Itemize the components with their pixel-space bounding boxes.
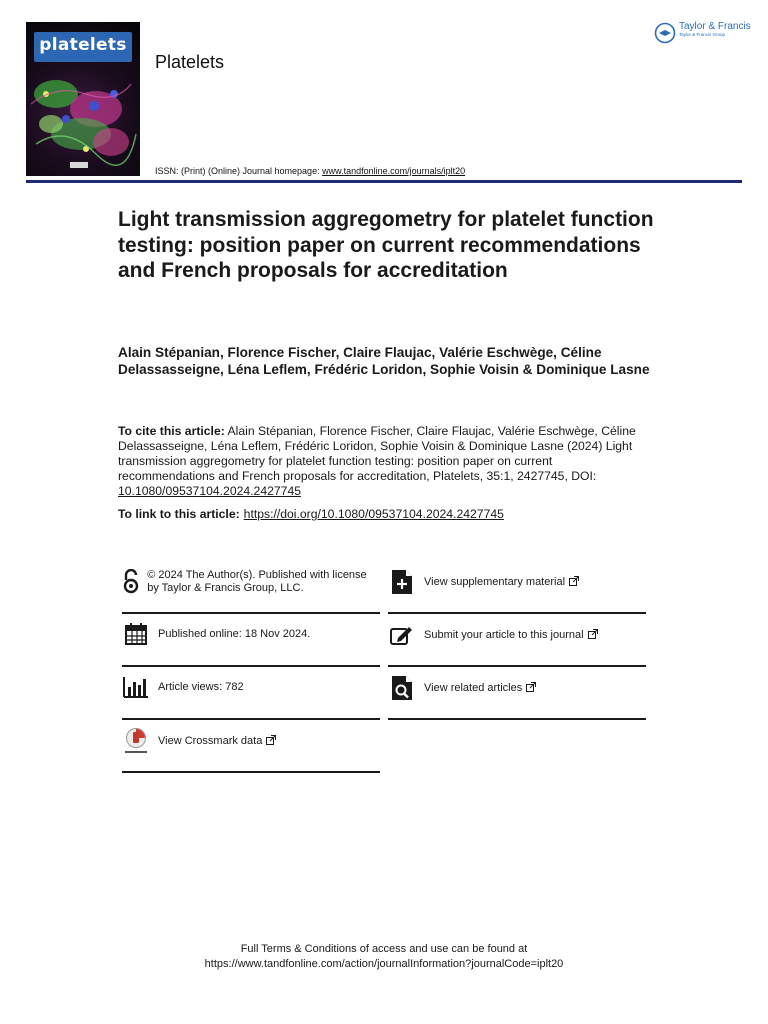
bar-chart-icon <box>122 673 150 701</box>
journal-homepage-link[interactable]: www.tandfonline.com/journals/iplt20 <box>322 166 466 176</box>
submit-text: Submit your article to this journal <box>424 628 584 641</box>
grid-divider <box>122 612 380 614</box>
terms-url[interactable]: https://www.tandfonline.com/action/journalInformation?journalCode=iplt20 <box>204 958 564 970</box>
external-link-icon <box>569 576 579 586</box>
journal-name[interactable]: Platelets <box>155 52 225 72</box>
article-link-line <box>118 507 504 522</box>
external-link-icon <box>266 735 276 745</box>
article-doi-link[interactable]: https://doi.org/10.1080/09537104.2024.2427745 <box>243 507 504 521</box>
supplementary-link[interactable] <box>388 568 646 596</box>
license-text: © 2024 The Author(s). Published with license by Taylor & Francis Group, LLC. <box>147 569 367 594</box>
terms-footer <box>0 942 768 972</box>
issn-text: ISSN: (Print) (Online) Journal homepage: <box>155 166 323 176</box>
published-info <box>122 620 380 648</box>
article-title: Light transmission aggregometry for platelet function testing: position paper on current recommendations and French proposals for accreditation <box>118 208 654 282</box>
external-link-icon <box>588 629 598 639</box>
calendar-icon <box>122 620 150 648</box>
header-rule <box>26 180 742 183</box>
tf-logo-icon <box>654 22 676 44</box>
grid-divider <box>388 665 646 667</box>
journal-cover-image <box>26 22 140 176</box>
grid-divider <box>122 665 380 667</box>
edit-icon <box>388 621 416 649</box>
taylor-francis-logo[interactable] <box>654 22 751 44</box>
crossmark-icon <box>122 727 150 755</box>
views-text: Article views: 782 <box>158 680 244 693</box>
grid-divider <box>388 612 646 614</box>
cite-text: Alain Stépanian, Florence Fischer, Claire Flaujac, Valérie Eschwège, Céline Delassasseigne, Léna Leflem, Frédéric Loridon, Sophie Voisin & Dominique Lasne (2024) Light transmission aggregometry for platelet function testing: position paper on current recommendations and French proposals for accreditation, Platelets, 35:1, 2427745, DOI: <box>118 424 636 483</box>
cover-micrograph <box>26 64 140 176</box>
crossmark-text: View Crossmark data <box>158 734 263 747</box>
related-articles-link[interactable] <box>388 674 646 702</box>
cover-title-band <box>34 32 132 62</box>
external-link-icon <box>526 682 536 692</box>
license-info[interactable] <box>122 568 380 596</box>
views-info <box>122 673 380 701</box>
cite-label: To cite this article: <box>118 424 225 438</box>
cite-doi-link[interactable]: 10.1080/09537104.2024.2427745 <box>118 484 301 498</box>
crossmark-link[interactable] <box>122 727 380 755</box>
issn-line <box>155 166 465 176</box>
citation-block <box>118 424 643 499</box>
submit-article-link[interactable] <box>388 621 646 649</box>
grid-divider <box>122 718 380 720</box>
grid-divider <box>122 771 380 773</box>
article-authors: Alain Stépanian, Florence Fischer, Claire Flaujac, Valérie Eschwège, Céline Delassasseigne, Léna Leflem, Frédéric Loridon, Sophie Voisin & Dominique Lasne <box>118 345 650 377</box>
publisher-subname: Taylor & Francis Group <box>679 32 726 37</box>
related-text: View related articles <box>424 681 523 694</box>
search-document-icon <box>388 674 416 702</box>
cover-title: platelets <box>39 35 127 55</box>
publisher-name: Taylor & Francis <box>679 21 751 32</box>
terms-line: Full Terms & Conditions of access and use can be found at <box>240 943 528 955</box>
cover-publisher-mark <box>70 162 88 168</box>
link-label: To link to this article: <box>118 507 240 521</box>
open-access-icon <box>122 568 139 596</box>
supplementary-text: View supplementary material <box>424 575 566 588</box>
published-text: Published online: 18 Nov 2024. <box>158 627 311 640</box>
add-document-icon <box>388 568 416 596</box>
grid-divider <box>388 718 646 720</box>
